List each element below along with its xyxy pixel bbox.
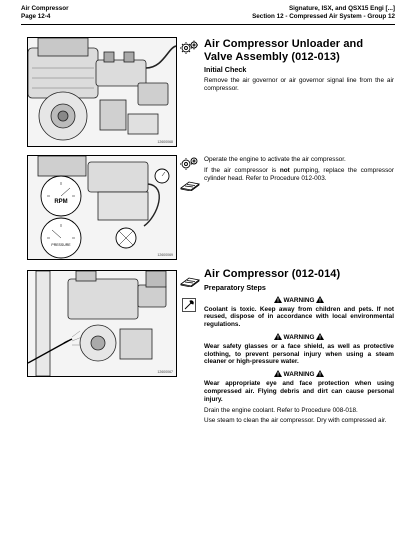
subheading: Initial Check <box>204 65 247 74</box>
page-number: Page 12-4 <box>21 13 51 20</box>
warning-text: Coolant is toxic. Keep away from children and pets. If not reused, dispose of in accordance with local environmental regulations. <box>204 305 394 329</box>
warning-label: WARNING <box>204 296 394 306</box>
section-title: Section 12 - Compressed Air System - Group 12 <box>252 13 395 20</box>
section-heading: Air Compressor (012-014) <box>204 268 341 280</box>
header-rule <box>21 24 395 25</box>
figure-compressor-pump-check <box>27 155 177 260</box>
rpm-gauge-label: RPM <box>54 199 68 205</box>
step-text: Remove the air governor or air governor signal line from the air compressor. <box>204 77 394 92</box>
header-right <box>252 5 395 21</box>
section-heading: Air Compressor Unloader and Valve Assembly (012-013) <box>204 38 364 63</box>
header-left <box>21 5 69 21</box>
section-operate-engine <box>204 156 394 182</box>
step-text-not-pumping: If the air compressor is not pumping, replace the compressor cylinder head. Refer to Procedure 012-003. <box>204 166 394 182</box>
figure-id: 12600067 <box>157 370 173 374</box>
reference-book-icon <box>180 178 200 196</box>
figure-unloader-removal <box>27 37 177 147</box>
step-text: Operate the engine to activate the air compressor. <box>204 156 346 163</box>
manual-section-name: Air Compressor <box>21 5 69 12</box>
pressure-gauge-label: PRESSURE <box>51 243 71 247</box>
reference-book-icon <box>180 274 200 292</box>
manual-title: Signature, ISX, and QSX15 Engi [...] <box>288 5 395 12</box>
warning-label: WARNING <box>204 370 394 380</box>
wrench-icon <box>182 298 196 317</box>
gear-icon <box>180 156 200 177</box>
subheading: Preparatory Steps <box>204 282 266 292</box>
warning-triangle-icon <box>316 296 324 306</box>
warning-triangle-icon <box>274 296 282 306</box>
warning-triangle-icon <box>316 370 324 380</box>
step-text: Drain the engine coolant. Refer to Procedure 008-018. <box>204 406 358 414</box>
gear-icon <box>180 40 200 61</box>
figure-compressor-cleaning <box>27 270 177 377</box>
figure-id: 12600069 <box>157 253 173 257</box>
warning-triangle-icon <box>274 370 282 380</box>
step-text: Use steam to clean the air compressor. Dry with compressed air. <box>204 417 387 425</box>
section-air-compressor-prep <box>204 268 394 425</box>
section-unloader-valve <box>204 38 394 93</box>
warning-text: Wear safety glasses or a face shield, as well as protective clothing, to prevent personal injury when using a steam cleaner or high-pressure water. <box>204 342 394 366</box>
warning-label: WARNING <box>204 333 394 343</box>
warning-triangle-icon <box>316 333 324 343</box>
figure-id: 12600068 <box>157 140 173 144</box>
warning-text: Wear appropriate eye and face protection when using compressed air. Flying debris and dirt can cause personal injury. <box>204 380 394 403</box>
warning-triangle-icon <box>274 333 282 343</box>
